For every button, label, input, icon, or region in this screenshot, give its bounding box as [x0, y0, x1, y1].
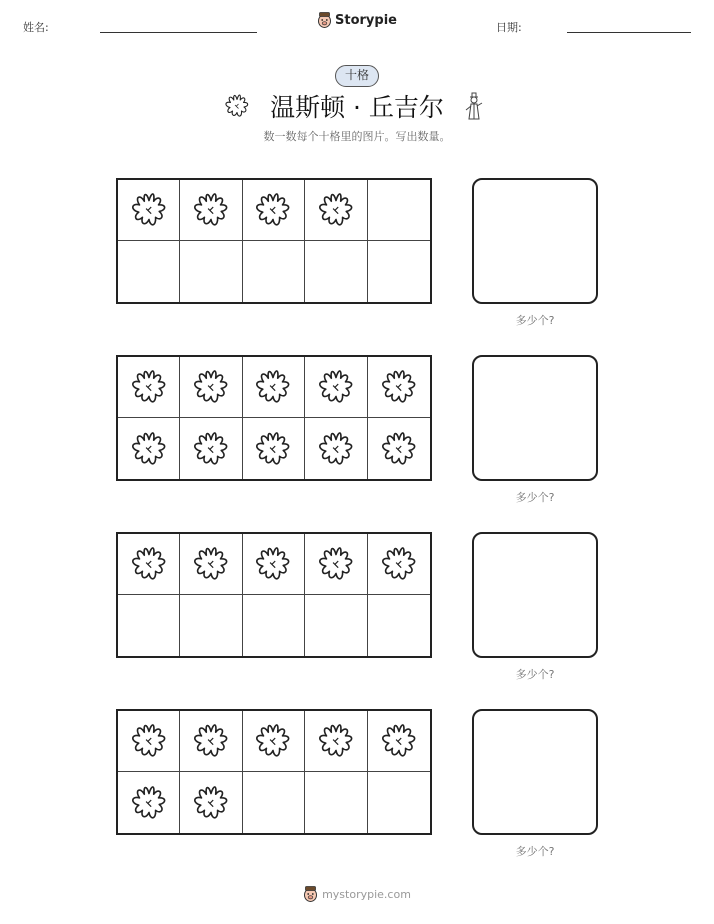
splat-icon — [254, 191, 292, 229]
page-title: 温斯顿 · 丘吉尔 — [270, 93, 444, 122]
ten-frame-cell — [243, 772, 305, 833]
brand-name: Storypie — [335, 13, 397, 28]
ten-frame-cell — [118, 772, 180, 833]
pig-mascot-icon — [317, 12, 332, 29]
worksheet-type-badge: 十格 — [335, 65, 379, 87]
ten-frame-cell — [305, 180, 367, 241]
splat-icon — [317, 722, 355, 760]
ten-frame-cell — [243, 418, 305, 479]
splat-icon — [254, 430, 292, 468]
ten-frame — [116, 532, 432, 658]
pig-mascot-icon — [303, 886, 318, 903]
splat-icon — [254, 545, 292, 583]
ten-frame-cell — [243, 534, 305, 595]
ten-frame-cell — [368, 357, 430, 418]
footer — [0, 886, 714, 907]
ten-frame-cell — [118, 418, 180, 479]
ten-frame-cell — [180, 241, 242, 302]
splat-icon — [130, 430, 168, 468]
splat-icon — [380, 368, 418, 406]
answer-box[interactable] — [472, 532, 598, 658]
ten-frame-cell — [180, 711, 242, 772]
ten-frame-cell — [180, 595, 242, 656]
ten-frame-cell — [180, 418, 242, 479]
ten-frame-cell — [305, 711, 367, 772]
ten-frame-cell — [118, 534, 180, 595]
ten-frame-cell — [368, 772, 430, 833]
splat-icon — [380, 722, 418, 760]
answer-box[interactable] — [472, 709, 598, 835]
ten-frame-cell — [180, 357, 242, 418]
ten-frame-cell — [368, 418, 430, 479]
instruction-text: 数一数每个十格里的图片。写出数量。 — [263, 130, 451, 143]
ten-frame-cell — [305, 595, 367, 656]
ten-frame-cell — [305, 357, 367, 418]
splat-icon — [192, 545, 230, 583]
splat-icon — [317, 430, 355, 468]
splat-icon — [192, 368, 230, 406]
date-label: 日期: — [496, 21, 522, 34]
splat-icon — [254, 722, 292, 760]
how-many-label: 多少个? — [515, 668, 555, 681]
splat-icon — [130, 368, 168, 406]
ten-frame — [116, 355, 432, 481]
ten-frame-cell — [305, 241, 367, 302]
splat-icon — [192, 430, 230, 468]
splat-icon — [317, 545, 355, 583]
ten-frame — [116, 178, 432, 304]
splat-icon — [130, 545, 168, 583]
ten-frame-cell — [243, 357, 305, 418]
ten-frame-cell — [243, 241, 305, 302]
how-many-label: 多少个? — [515, 845, 555, 858]
splat-icon — [130, 191, 168, 229]
ten-frame-cell — [368, 180, 430, 241]
ten-frame — [116, 709, 432, 835]
answer-box[interactable] — [472, 355, 598, 481]
splat-icon — [130, 722, 168, 760]
splat-icon — [317, 191, 355, 229]
churchill-figure-icon — [462, 91, 486, 121]
ten-frame-cell — [305, 418, 367, 479]
ten-frame-cell — [243, 180, 305, 241]
ten-frame-cell — [118, 711, 180, 772]
ten-frame-cell — [368, 595, 430, 656]
splat-icon — [192, 191, 230, 229]
splat-icon — [192, 722, 230, 760]
ten-frame-cell — [118, 241, 180, 302]
splat-icon — [192, 784, 230, 822]
ten-frame-cell — [243, 711, 305, 772]
splat-icon — [254, 368, 292, 406]
splat-icon — [380, 545, 418, 583]
footer-url[interactable]: mystorypie.com — [322, 888, 411, 901]
splat-icon — [380, 430, 418, 468]
ten-frame-cell — [180, 772, 242, 833]
splat-icon — [317, 368, 355, 406]
answer-box[interactable] — [472, 178, 598, 304]
splat-icon — [130, 784, 168, 822]
ten-frame-cell — [368, 241, 430, 302]
ten-frame-cell — [180, 534, 242, 595]
ten-frame-cell — [305, 534, 367, 595]
name-label: 姓名: — [23, 21, 49, 34]
ten-frame-cell — [118, 180, 180, 241]
how-many-label: 多少个? — [515, 491, 555, 504]
ten-frame-cell — [243, 595, 305, 656]
ten-frame-cell — [305, 772, 367, 833]
ten-frame-cell — [368, 711, 430, 772]
brand-logo — [0, 12, 714, 33]
date-line[interactable] — [567, 32, 691, 33]
ten-frame-cell — [180, 180, 242, 241]
ten-frame-cell — [118, 595, 180, 656]
how-many-label: 多少个? — [515, 314, 555, 327]
ten-frame-cell — [368, 534, 430, 595]
ten-frame-cell — [118, 357, 180, 418]
